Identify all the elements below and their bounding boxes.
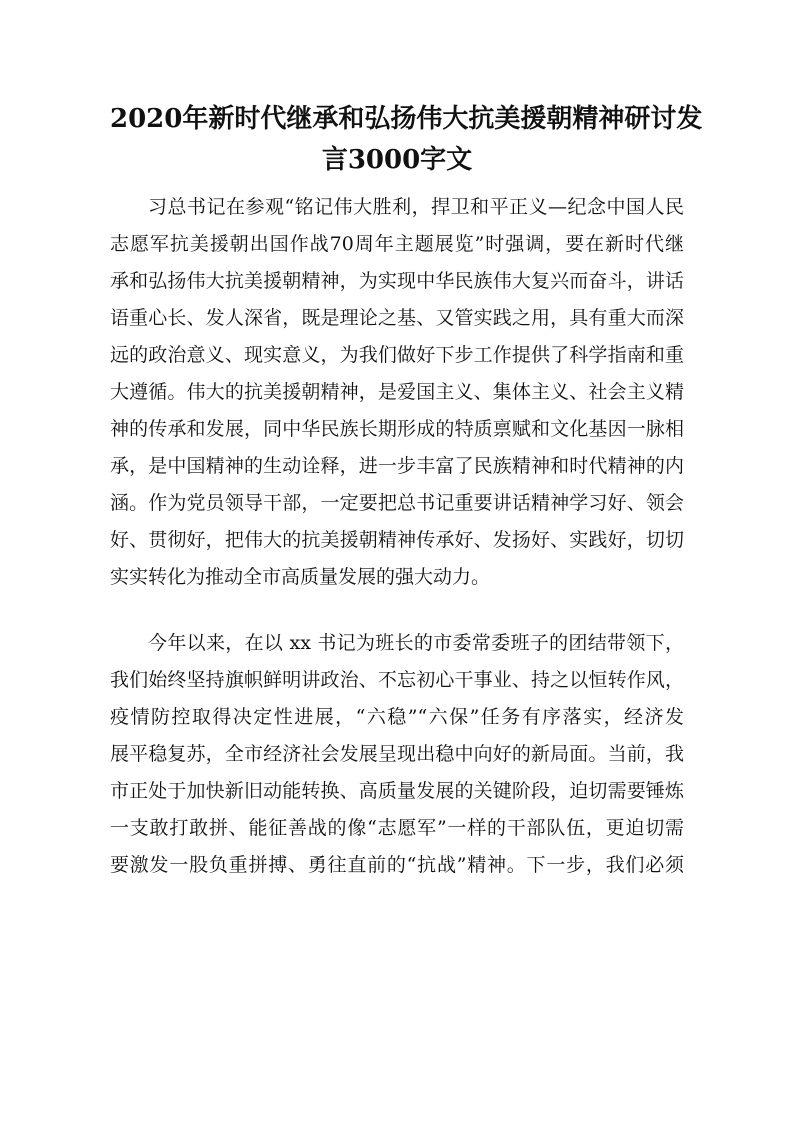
- paragraph-line: 大遵循。伟大的抗美援朝精神，是爱国主义、集体主义、社会主义精: [110, 381, 684, 403]
- paragraph-line: 实实转化为推动全市高质量发展的强大动力。: [110, 566, 491, 588]
- paragraph-line: 市正处于加快新旧动能转换、高质量发展的关键阶段，迫切需要锤炼: [110, 780, 684, 802]
- paragraph-line: 我们始终坚持旗帜鲜明讲政治、不忘初心干事业、持之以恒转作风，: [110, 669, 684, 691]
- paragraph-line: 一支敢打敢拼、能征善战的像“志愿军”一样的干部队伍，更迫切需: [110, 817, 684, 839]
- paragraph-line: 疫情防控取得决定性进展，“六稳”“六保”任务有序落实，经济发: [110, 706, 684, 728]
- document-title-line-2: 言3000字文: [321, 145, 473, 175]
- paragraph-line: 要激发一股负重拼搏、勇往直前的“抗战”精神。下一步，我们必须: [110, 854, 684, 876]
- paragraph-line: 神的传承和发展，同中华民族长期形成的特质禀赋和文化基因一脉相: [110, 418, 684, 440]
- paragraph-line: 展平稳复苏，全市经济社会发展呈现出稳中向好的新局面。当前，我: [110, 743, 684, 765]
- paragraph-line: 承，是中国精神的生动诠释，进一步丰富了民族精神和时代精神的内: [110, 455, 684, 477]
- paragraph-line: 好、贯彻好，把伟大的抗美援朝精神传承好、发扬好、实践好，切切: [110, 529, 684, 551]
- paragraph-line: 远的政治意义、现实意义，为我们做好下步工作提供了科学指南和重: [110, 344, 684, 366]
- paragraph-line: 涵。作为党员领导干部，一定要把总书记重要讲话精神学习好、领会: [110, 492, 684, 514]
- paragraph-line: 语重心长、发人深省，既是理论之基、又管实践之用，具有重大而深: [110, 307, 684, 329]
- paragraph-line: 志愿军抗美援朝出国作战70周年主题展览”时强调，要在新时代继: [110, 233, 684, 255]
- document-title-line-1: 2020年新时代继承和弘扬伟大抗美援朝精神研讨发: [110, 104, 703, 134]
- paragraph-line: 今年以来，在以 xx 书记为班长的市委常委班子的团结带领下，: [148, 632, 684, 654]
- paragraph-line: 承和弘扬伟大抗美援朝精神，为实现中华民族伟大复兴而奋斗，讲话: [110, 270, 684, 292]
- paragraph-line: 习总书记在参观“铭记伟大胜利，捍卫和平正义—纪念中国人民: [148, 196, 684, 218]
